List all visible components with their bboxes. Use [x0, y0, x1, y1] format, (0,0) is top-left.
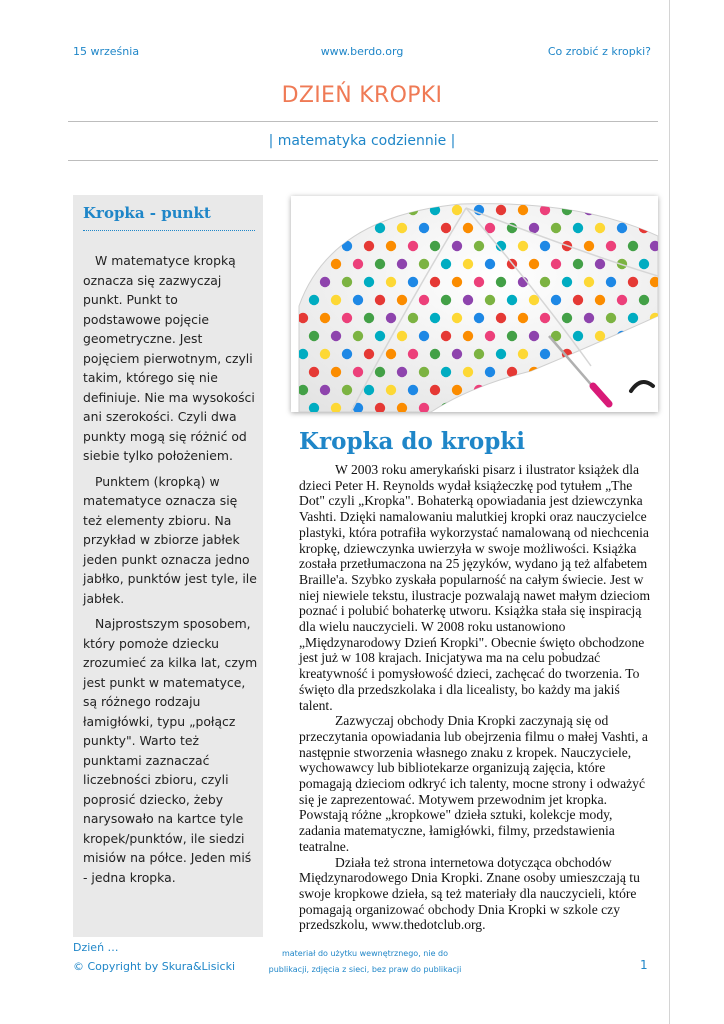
polka-dot [441, 223, 451, 233]
polka-dot [331, 295, 341, 305]
polka-dot [408, 349, 418, 359]
polka-dot [606, 349, 616, 359]
article-paragraph: W 2003 roku amerykański pisarz i ilustrator książek dla dzieci Peter H. Reynolds wydał książeczkę pod tytułem „The Dot" czyli „Kropka". Bohaterką opowiadania jest dziewczynka Vashti. Dzięki namalowaniu malutkiej kropki oraz nauczycielce plastyki, która potrafiła wykorzystać namalowaną od niechcenia kropkę, dziewczynka uwierzyła w swoje możliwości. Książka została przetłumaczona na 25 języków, wydano ją też alfabetem Braille'a. Szybko zyskała popularność na całym świecie. Jest w niej niewiele tekstu, ilustracje pozwalają nawet małym dzieciom poznać i polubić bohaterkę utworu. Książka stała się inspiracją dla wielu nauczycieli. W 2008 roku ustanowiono „Międzynarodowy Dzień Kropki". Obecnie święto obchodzone jest już w 108 krajach. Inicjatywa ma na celu pobudzać kreatywność i pomysłowość dzieci, zachęcać do tworzenia. To święto dla przedszkolaka i dla licealisty, bo każdy ma jakiś talent. [299, 462, 651, 713]
polka-dot [562, 313, 572, 323]
article-paragraph: Zazwyczaj obchody Dnia Kropki zaczynają się od przeczytania opowiadania lub obejrzenia filmu o małej Vashti, a następnie stworzenia własnego znaku z kropek. Nauczyciele, wychowawcy lub bibliotekarze organizują zajęcia, które pomagają dzieciom odkryć ich talenty, mocne strony i odważyć się je zaprezentować. Motywem przewodnim jet kropka. Powstają różne „kropkowe" dzieła sztuki, kolekcje mody, zadania matematyczne, łamigłówki, filmy, przedstawienia teatralne. [299, 713, 648, 854]
polka-dot [650, 349, 658, 359]
polka-dot [419, 331, 429, 341]
polka-dot [386, 277, 396, 287]
polka-dot [551, 259, 561, 269]
polka-dot [639, 367, 649, 377]
polka-dot [595, 295, 605, 305]
polka-dot [617, 367, 627, 377]
polka-dot [606, 241, 616, 251]
polka-dot [474, 313, 484, 323]
polka-dot [397, 367, 407, 377]
polka-dot [485, 295, 495, 305]
polka-dot [463, 259, 473, 269]
polka-dot [375, 367, 385, 377]
header-date: 15 września [73, 45, 140, 58]
polka-dot [606, 277, 616, 287]
polka-dot [298, 205, 308, 215]
polka-dot [551, 367, 561, 377]
polka-dot [298, 277, 308, 287]
polka-dot [573, 223, 583, 233]
polka-dot [441, 259, 451, 269]
polka-dot [496, 385, 506, 395]
polka-dot [353, 367, 363, 377]
polka-dot [562, 385, 572, 395]
polka-dot [386, 385, 396, 395]
polka-dot [419, 223, 429, 233]
polka-dot [551, 223, 561, 233]
polka-dot [386, 205, 396, 215]
polka-dot [386, 313, 396, 323]
polka-dot [507, 367, 517, 377]
umbrella-hook [631, 382, 653, 391]
polka-dot [397, 223, 407, 233]
polka-dot [320, 349, 330, 359]
polka-dot [628, 205, 638, 215]
polka-dot [430, 385, 440, 395]
polka-dot [573, 403, 583, 412]
polka-dot [518, 241, 528, 251]
page-subtitle: | matematyka codziennie | [268, 133, 456, 149]
polka-dot [628, 277, 638, 287]
polka-dot [331, 367, 341, 377]
polka-dot [606, 385, 616, 395]
polka-dot [639, 295, 649, 305]
sidebar-dotted-divider [83, 230, 255, 231]
polka-dot [298, 313, 308, 323]
polka-dot [474, 241, 484, 251]
article-title: Kropka do kropki [299, 428, 525, 455]
polka-dot [584, 241, 594, 251]
polka-dot [452, 349, 462, 359]
title-divider [68, 121, 658, 122]
polka-dot [496, 277, 506, 287]
polka-dot [375, 259, 385, 269]
polka-dot [441, 295, 451, 305]
polka-dot [353, 259, 363, 269]
polka-dot [628, 241, 638, 251]
polka-dot [397, 259, 407, 269]
polka-dot [364, 277, 374, 287]
umbrella-photo [291, 196, 658, 412]
sidebar-title: Kropka - punkt [83, 204, 211, 222]
polka-dot [617, 223, 627, 233]
footer-document-short: Dzień … [73, 941, 119, 954]
polka-dot [408, 205, 418, 215]
polka-dot [309, 223, 319, 233]
polka-dot [386, 349, 396, 359]
polka-dot [595, 403, 605, 412]
polka-dot [485, 367, 495, 377]
polka-dot [474, 277, 484, 287]
polka-dot [353, 331, 363, 341]
polka-dot [518, 349, 528, 359]
polka-dot [430, 349, 440, 359]
polka-dot [518, 313, 528, 323]
polka-dot [595, 223, 605, 233]
polka-dot [342, 277, 352, 287]
header-website[interactable]: www.berdo.org [320, 45, 404, 58]
polka-dot [617, 295, 627, 305]
polka-dot [408, 241, 418, 251]
polka-dot [441, 331, 451, 341]
polka-dot [562, 277, 572, 287]
sidebar-paragraph: Najprostszym sposobem, który pomoże dziecku zrozumieć za kilka lat, czym jest punkt w matematyce, są różnego rodzaju łamigłówki, typu „połącz punkty". Warto też punktami zaznaczać liczebności zbioru, czyli poprosić dziecko, żeby narysowało na kartce tyle kropek/punktów, ile siedzi misiów na półce. Jeden miś - jedna kropka. [83, 616, 258, 885]
polka-dot [298, 385, 308, 395]
polka-dot [595, 259, 605, 269]
polka-dot [551, 295, 561, 305]
article-paragraph: Działa też strona internetowa dotycząca obchodów Międzynarodowego Dnia Kropki. Znane osoby umieszczają tu swoje kropkowe dzieła, są też materiały dla nauczycieli, które pomagają organizować obchody Dnia Kropki w szkole czy przedszkolu, www.thedotclub.org. [299, 854, 640, 933]
polka-dot [540, 241, 550, 251]
polka-dot [639, 259, 649, 269]
polka-dot [309, 331, 319, 341]
polka-dot [364, 313, 374, 323]
polka-dot [375, 295, 385, 305]
polka-dot [606, 205, 616, 215]
polka-dot [485, 259, 495, 269]
polka-dot [419, 367, 429, 377]
polka-dot [540, 277, 550, 287]
polka-dot-umbrella-illustration [291, 196, 658, 412]
footer-notice-line: publikacji, zdjęcia z sieci, bez praw do publikacji [268, 965, 462, 974]
polka-dot [320, 205, 330, 215]
polka-dot [540, 385, 550, 395]
polka-dot [518, 205, 528, 215]
polka-dot [452, 205, 462, 215]
polka-dot [485, 331, 495, 341]
polka-dot [507, 403, 517, 412]
polka-dot [452, 241, 462, 251]
polka-dot [320, 241, 330, 251]
polka-dot [342, 205, 352, 215]
polka-dot [364, 349, 374, 359]
polka-dot [463, 403, 473, 412]
polka-dot [529, 403, 539, 412]
header-section: Co zrobić z kropki? [547, 45, 651, 58]
page-number: 1 [640, 958, 648, 972]
polka-dot [584, 277, 594, 287]
footer-notice [265, 946, 465, 978]
sidebar-text [83, 251, 259, 893]
polka-dot [452, 313, 462, 323]
polka-dot [595, 331, 605, 341]
polka-dot [529, 331, 539, 341]
polka-dot [474, 349, 484, 359]
polka-dot [628, 313, 638, 323]
polka-dot [452, 385, 462, 395]
polka-dot [430, 277, 440, 287]
polka-dot [331, 223, 341, 233]
polka-dot [419, 259, 429, 269]
polka-dot [309, 295, 319, 305]
polka-dot [584, 205, 594, 215]
sidebar-paragraph: Punktem (kropką) w matematyce oznacza się też elementy zbioru. Na przykład w zbiorze jabłek jeden punkt oznacza jedno jabłko, punktów jest tyle, ile jabłek. [83, 473, 257, 606]
polka-dot [518, 385, 528, 395]
polka-dot [628, 349, 638, 359]
polka-dot [342, 241, 352, 251]
polka-dot [342, 349, 352, 359]
polka-dot [650, 205, 658, 215]
polka-dot [408, 313, 418, 323]
footer-copyright: © Copyright by Skura&Lisicki [73, 960, 236, 973]
polka-dot [595, 367, 605, 377]
polka-dot [463, 295, 473, 305]
polka-dot [639, 331, 649, 341]
polka-dot [320, 277, 330, 287]
article-body [299, 462, 653, 933]
polka-dot [309, 259, 319, 269]
polka-dot [430, 313, 440, 323]
page-title: DZIEŃ KROPKI [281, 83, 443, 108]
polka-dot [408, 385, 418, 395]
polka-dot [441, 367, 451, 377]
polka-dot [639, 403, 649, 412]
polka-dot [463, 331, 473, 341]
polka-dot [573, 295, 583, 305]
polka-dot [320, 313, 330, 323]
polka-dot [320, 385, 330, 395]
polka-dot [496, 313, 506, 323]
footer-notice-line: materiał do użytku wewnętrznego, nie do [281, 949, 449, 958]
sidebar-box [73, 195, 263, 937]
polka-dot [540, 313, 550, 323]
polka-dot [364, 385, 374, 395]
umbrella-handle [593, 386, 609, 404]
sidebar-paragraph: W matematyce kropką oznacza się zazwyczaj punkt. Punkt to podstawowe pojęcie geometryczne. Jest pojęciem pierwotnym, czyli takim, którego się nie definiuje. Nie ma wysokości ani szerokości. Czyli dwa punkty mogą się różnić od siebie tylko położeniem. [83, 253, 255, 463]
polka-dot [397, 295, 407, 305]
polka-dot [507, 295, 517, 305]
polka-dot [430, 241, 440, 251]
polka-dot [485, 403, 495, 412]
polka-dot [606, 313, 616, 323]
polka-dot [298, 241, 308, 251]
polka-dot [386, 241, 396, 251]
polka-dot [540, 349, 550, 359]
umbrella-canopy [299, 204, 658, 412]
polka-dot [452, 277, 462, 287]
polka-dot [551, 403, 561, 412]
polka-dot [529, 259, 539, 269]
polka-dot [342, 313, 352, 323]
polka-dot [331, 259, 341, 269]
polka-dot [309, 367, 319, 377]
subtitle-divider [68, 160, 658, 161]
polka-dot [353, 295, 363, 305]
polka-dot [496, 349, 506, 359]
polka-dot [364, 241, 374, 251]
page-right-border [669, 0, 670, 1024]
polka-dot [408, 277, 418, 287]
polka-dot [298, 349, 308, 359]
polka-dot [397, 331, 407, 341]
polka-dot [375, 331, 385, 341]
polka-dot [364, 205, 374, 215]
polka-dot [573, 331, 583, 341]
polka-dot [584, 313, 594, 323]
polka-dot [496, 205, 506, 215]
polka-dot [463, 367, 473, 377]
polka-dot [573, 259, 583, 269]
page-header [73, 45, 651, 61]
polka-dot [617, 403, 627, 412]
polka-dot [419, 295, 429, 305]
polka-dot [331, 331, 341, 341]
polka-dot [463, 223, 473, 233]
polka-dot [507, 331, 517, 341]
polka-dot [342, 385, 352, 395]
